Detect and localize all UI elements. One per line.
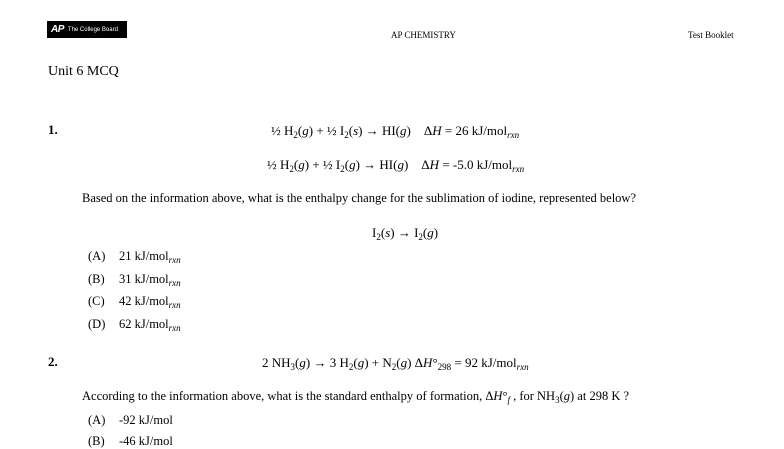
- unit-title: Unit 6 MCQ: [48, 64, 119, 79]
- answer-choice[interactable]: [88, 272, 181, 287]
- question-prompt: Based on the information above, what is the enthalpy change for the sublimation of iodine, represented below?: [82, 191, 637, 205]
- choice-letter: (D): [88, 317, 106, 331]
- choice-text: -92 kJ/mol: [119, 413, 173, 427]
- choice-letter: (B): [88, 434, 105, 448]
- choice-text: 31 kJ/mol$_{rxn}$: [119, 272, 181, 288]
- answer-choice[interactable]: [88, 434, 173, 449]
- ap-logo: [47, 21, 127, 38]
- choice-letter: (A): [88, 413, 106, 427]
- course-title: AP CHEMISTRY: [391, 30, 456, 40]
- booklet-label: Test Booklet: [688, 30, 734, 40]
- answer-choice[interactable]: [88, 294, 181, 309]
- equation: ½ $H_2(g)$ + ½ $I_2(g) \to HI(g)$ ΔH = -5.0 kJ/mol$_{rxn}$: [267, 157, 525, 174]
- choice-text: -46 kJ/mol: [119, 434, 173, 448]
- choice-text: 42 kJ/mol$_{rxn}$: [119, 294, 181, 310]
- question-number: 2.: [48, 354, 58, 369]
- choice-text: 62 kJ/mol$_{rxn}$: [119, 317, 181, 333]
- equation: 2 $NH_3(g) \to 3$ $H_2(g) + N_2(g) \Delta H^\circ_{298} = 92$ kJ/mol$_{rxn}$: [262, 355, 529, 372]
- answer-choice[interactable]: [88, 317, 181, 332]
- choice-letter: (A): [88, 249, 106, 263]
- choice-letter: (C): [88, 294, 105, 308]
- answer-choice[interactable]: [88, 249, 181, 264]
- answer-choice[interactable]: [88, 413, 173, 428]
- choice-letter: (B): [88, 272, 105, 286]
- question-number: 1.: [48, 122, 58, 137]
- target-equation: $I_2(s) \to I_2(g)$: [372, 225, 439, 242]
- logo-brand: The College Board: [67, 26, 118, 33]
- question-prompt: According to the information above, what is the standard enthalpy of formation, $\Delta H^\circ_f$ , for $NH_3(g)$ at 298 K ?: [82, 389, 630, 405]
- choice-text: 21 kJ/mol$_{rxn}$: [119, 249, 181, 265]
- logo-mark: AP: [51, 24, 64, 35]
- equation: ½ $H_2(g)$ + ½ $I_2(s) \to HI(g)$ ΔH = 26 kJ/mol$_{rxn}$: [271, 123, 520, 140]
